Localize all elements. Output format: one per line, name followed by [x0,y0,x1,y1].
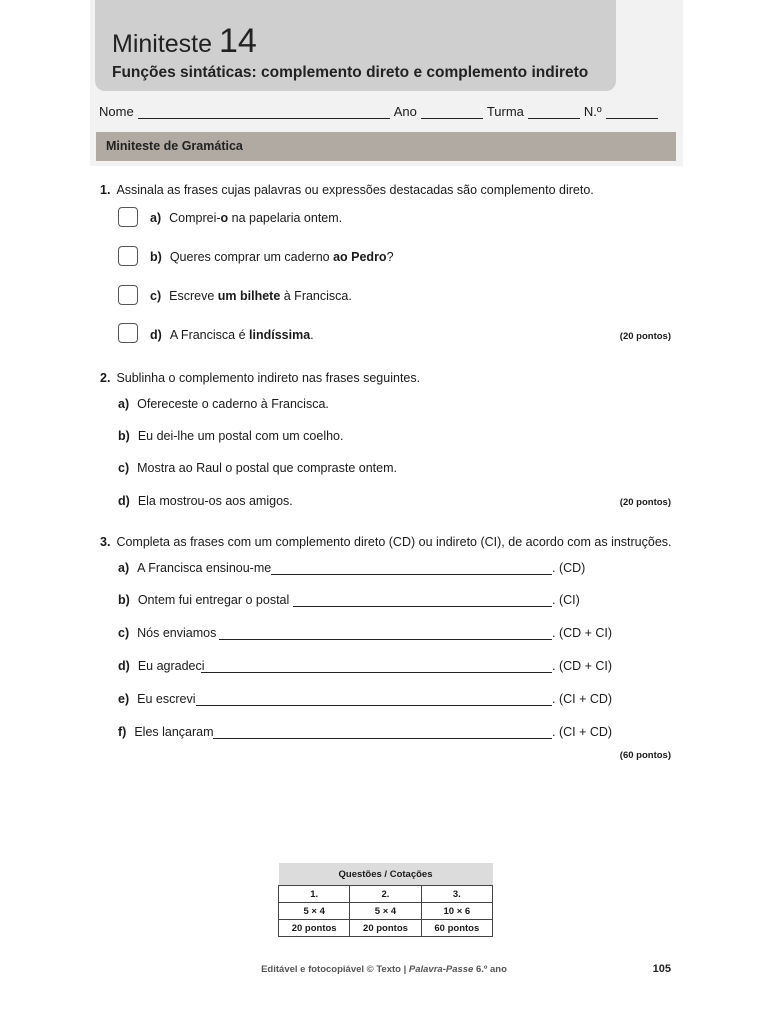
option-highlight: lindíssima [249,328,311,342]
fill-item-f [118,725,214,739]
numero-field[interactable] [606,106,658,119]
section-title: Miniteste de Gramática [106,139,243,153]
option-d [150,328,314,342]
table-cell: 20 pontos [350,920,421,937]
option-b-checkbox[interactable] [118,246,138,266]
page-number: 105 [652,963,671,975]
item-letter: f) [118,725,127,739]
turma-label: Turma [486,104,524,119]
question-1-prompt [100,183,594,197]
option-a-checkbox[interactable] [118,207,138,227]
ano-label: Ano [393,104,417,119]
item-letter: d) [118,659,130,673]
option-letter: b) [150,250,162,264]
fill-item-d [118,659,205,673]
item-letter: c) [118,626,130,640]
item-text: Nós enviamos [137,626,217,640]
item-letter: b) [118,429,130,443]
table-cell: 2. [350,886,421,903]
option-text: à Francisca. [280,289,352,303]
question-number: 1. [100,183,111,197]
option-letter: d) [150,328,162,342]
question-number: 3. [100,535,111,549]
answer-line-e[interactable] [196,693,552,706]
item-text: Eu agradeci [137,659,205,673]
option-highlight: ao Pedro [333,250,387,264]
option-text: ? [386,250,394,264]
option-a [150,211,342,225]
option-text: A Francisca é [169,328,250,342]
sentence-b [118,429,343,443]
ano-field[interactable] [421,106,483,119]
numero-label: N.º [583,104,602,119]
title-word: Miniteste [112,30,213,58]
option-c [150,289,352,303]
option-letter: a) [150,211,162,225]
table-cell: 3. [421,886,492,903]
answer-line-d[interactable] [201,660,552,673]
item-text: Eles lançaram [134,725,214,739]
item-letter: e) [118,692,130,706]
question-number: 2. [100,371,111,385]
turma-field[interactable] [528,106,580,119]
sentence-text[interactable]: Eu dei-lhe um postal com um coelho. [137,429,344,443]
footer-text: Editável e fotocopiável © Texto | [261,964,409,975]
item-letter: a) [118,397,130,411]
option-text: Queres comprar um caderno [169,250,334,264]
instruction-a: . (CD) [552,561,586,575]
student-id-row [99,104,671,119]
option-highlight: o [220,211,229,225]
item-letter: b) [118,593,130,607]
score-table [278,863,493,937]
item-text: Ontem fui entregar o postal [137,593,290,607]
question-1-points: (20 pontos) [619,331,671,342]
instruction-f: . (CI + CD) [552,725,613,739]
option-c-checkbox[interactable] [118,285,138,305]
fill-item-e [118,692,195,706]
sentence-text[interactable]: Ela mostrou-os aos amigos. [137,494,293,508]
sentence-text[interactable]: Ofereceste o caderno à Francisca. [137,397,329,411]
table-cell: 20 pontos [279,920,350,937]
option-d-checkbox[interactable] [118,323,138,343]
sentence-a [118,397,329,411]
item-letter: a) [118,561,130,575]
instruction-e: . (CI + CD) [552,692,613,706]
option-text: Comprei- [169,211,221,225]
item-text: A Francisca ensinou-me [137,561,272,575]
page-subtitle: Funções sintáticas: complemento direto e complemento indireto [112,64,589,81]
title-number: 14 [219,22,257,60]
option-text: Escreve [169,289,218,303]
option-highlight: um bilhete [217,289,281,303]
answer-line-a[interactable] [271,562,552,575]
instruction-c: . (CD + CI) [552,626,613,640]
table-cell: 10 × 6 [421,903,492,920]
footer-book-title: Palavra-Passe [408,964,474,975]
score-table-header: Questões / Cotações [279,863,493,886]
option-b [150,250,394,264]
fill-item-c [118,626,216,640]
item-text: Eu escrevi [137,692,196,706]
item-letter: d) [118,494,130,508]
fill-item-a [118,561,271,575]
option-text: . [310,328,314,342]
item-letter: c) [118,461,130,475]
question-3-points: (60 pontos) [619,750,671,761]
question-2-prompt [100,371,420,385]
table-cell: 5 × 4 [279,903,350,920]
nome-label: Nome [99,104,134,119]
sentence-d [118,494,293,508]
question-3-prompt [100,535,672,549]
sentence-text[interactable]: Mostra ao Raul o postal que compraste ontem. [137,461,397,475]
answer-line-f[interactable] [213,726,552,739]
sentence-c [118,461,397,475]
question-2-points: (20 pontos) [619,497,671,508]
table-cell: 1. [279,886,350,903]
question-text: Sublinha o complemento indireto nas frases seguintes. [116,371,421,385]
answer-line-b[interactable] [293,594,552,607]
fill-item-b [118,593,289,607]
answer-line-c[interactable] [219,627,552,640]
question-text: Assinala as frases cujas palavras ou expressões destacadas são complemento direto. [116,183,594,197]
section-header [96,132,676,161]
table-cell: 5 × 4 [350,903,421,920]
question-text: Completa as frases com um complemento direto (CD) ou indireto (CI), de acordo com as instruções. [116,535,672,549]
option-text: na papelaria ontem. [228,211,343,225]
instruction-d: . (CD + CI) [552,659,613,673]
instruction-b: . (CI) [552,593,580,607]
footer-text: 6.º ano [473,964,507,975]
nome-field[interactable] [138,106,390,119]
table-cell: 60 pontos [421,920,492,937]
page-title [112,22,257,61]
option-letter: c) [150,289,162,303]
